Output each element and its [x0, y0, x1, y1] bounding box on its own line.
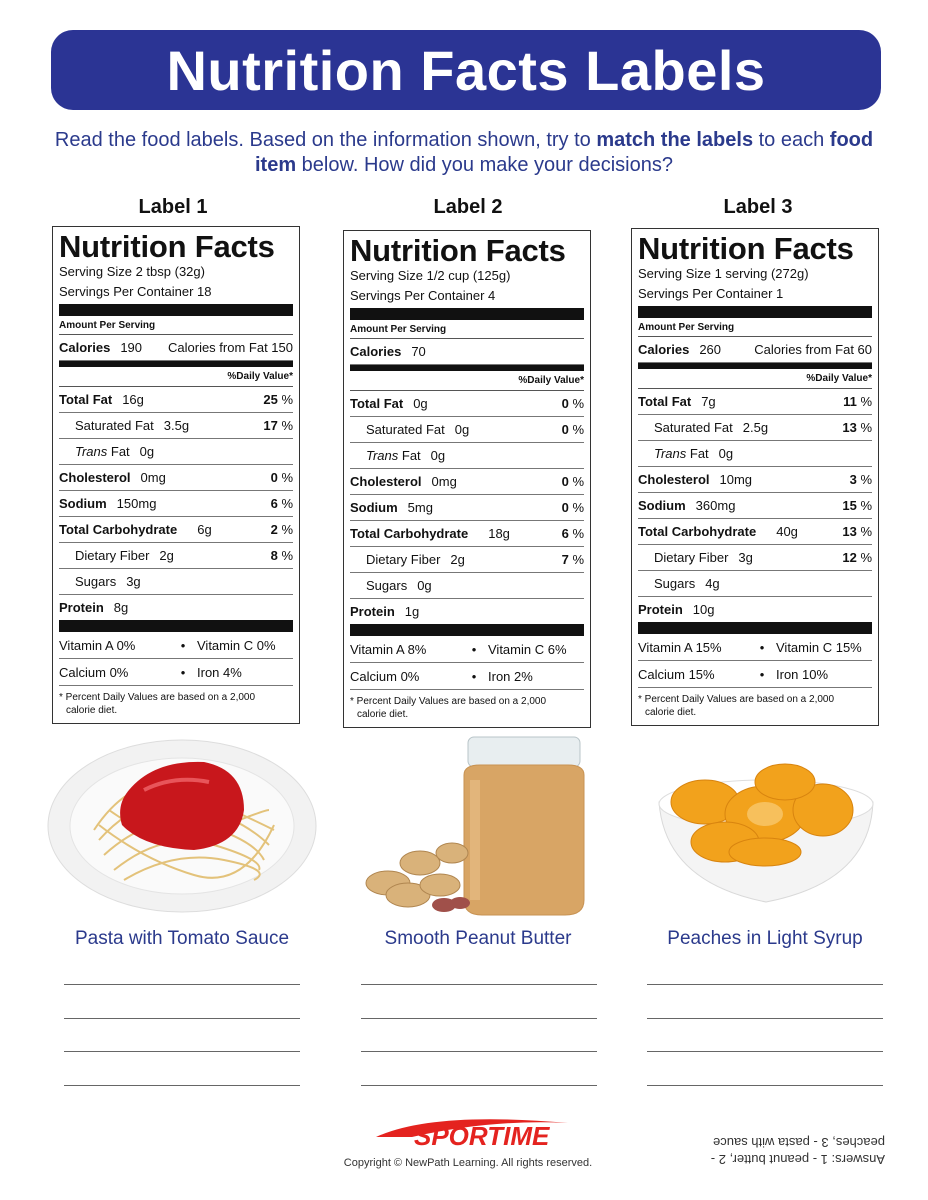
amount-per-serving: Amount Per Serving [638, 318, 872, 337]
page-title: Nutrition Facts Labels [166, 38, 766, 102]
protein-row: Protein 8g [59, 600, 129, 615]
answer-line [647, 1051, 883, 1052]
footnote: * Percent Daily Values are based on a 2,000 calorie diet. [350, 696, 547, 720]
total-carbohydrate-row: Total Carbohydrate 40g 13 % [638, 519, 872, 545]
dv-value: 11 [843, 394, 857, 409]
nutrition-label-1 [52, 226, 300, 724]
dv-value: 13 [842, 420, 857, 435]
food-name-peanut-butter: Smooth Peanut Butter [384, 928, 572, 949]
food-name-pasta: Pasta with Tomato Sauce [74, 928, 290, 949]
dv-value: 7 [561, 552, 569, 567]
dv-value: 3 [849, 472, 857, 487]
sugars-row: Sugars 4g [638, 571, 872, 597]
intro-text: below. How did you make your decisions? [296, 154, 673, 176]
dv-value: 17 [263, 418, 278, 433]
food-name-peaches: Peaches in Light Syrup [667, 928, 863, 949]
divider [350, 308, 584, 320]
dv-value: 0 [561, 500, 569, 515]
serving-size: Serving Size 1 serving (272g) [638, 266, 809, 281]
total-carbohydrate-row: Total Carbohydrate 6g 2 % [59, 517, 293, 543]
calories-row: Calories 70 [350, 339, 584, 365]
answer-line [64, 1018, 300, 1019]
answer-line [361, 1085, 597, 1086]
sportime-logo [372, 1115, 572, 1151]
trans-fat-row: Trans Fat 0g [59, 439, 293, 465]
minerals-row: Calcium 0% • Iron 2% [350, 663, 584, 690]
vitamins-row: Vitamin A 0% • Vitamin C 0% [59, 632, 293, 659]
instructions [40, 128, 888, 178]
peaches-image [655, 762, 877, 910]
daily-value-header: %Daily Value* [59, 367, 293, 387]
dv-value: 6 [270, 496, 278, 511]
cholesterol-row: Cholesterol 0mg 0 % [59, 465, 293, 491]
peanut-butter-image [360, 735, 590, 920]
answer-line [361, 984, 597, 985]
calories-from-fat: Calories from Fat 150 [168, 340, 293, 355]
dv-value: 0 [561, 396, 569, 411]
answer-line [647, 984, 883, 985]
dv-value: 6 [561, 526, 569, 541]
amount-per-serving: Amount Per Serving [350, 320, 584, 339]
nutrition-label-2 [343, 230, 591, 728]
footnote: * Percent Daily Values are based on a 2,000 calorie diet. [638, 694, 835, 718]
servings-per-container: Servings Per Container 4 [350, 288, 496, 303]
total-fat-row: Total Fat 0g 0 % [350, 391, 584, 417]
calories-row: Calories 190 Calories from Fat 150 [59, 335, 293, 361]
saturated-fat-row: Saturated Fat 0g 0 % [350, 417, 584, 443]
minerals-row: Calcium 0% • Iron 4% [59, 659, 293, 686]
total-fat-row: Total Fat 7g 11 % [638, 389, 872, 415]
pasta-image [44, 730, 320, 916]
sodium-row: Sodium 5mg 0 % [350, 495, 584, 521]
footnote: * Percent Daily Values are based on a 2,000 calorie diet. [59, 692, 256, 716]
cholesterol-row: Cholesterol 0mg 0 % [350, 469, 584, 495]
dv-value: 8 [270, 548, 278, 563]
title-banner [51, 30, 881, 110]
dv-value: 25 [263, 392, 278, 407]
minerals-row: Calcium 15% • Iron 10% [638, 661, 872, 688]
divider [638, 306, 872, 318]
dietary-fiber-row: Dietary Fiber 3g 12 % [638, 545, 872, 571]
protein-row: Protein 1g [350, 604, 420, 619]
nutrition-facts-heading: Nutrition Facts [59, 229, 275, 264]
saturated-fat-row: Saturated Fat 2.5g 13 % [638, 415, 872, 441]
label-1-heading: Label 1 [138, 196, 208, 218]
divider [638, 622, 872, 634]
dv-value: 12 [842, 550, 857, 565]
intro-emphasis: food item [255, 129, 874, 176]
vitamins-row: Vitamin A 8% • Vitamin C 6% [350, 636, 584, 663]
daily-value-header: %Daily Value* [638, 369, 872, 389]
dv-value: 0 [561, 474, 569, 489]
intro-text: Read the food labels. Based on the information shown, try to [54, 129, 597, 151]
answer-line [361, 1051, 597, 1052]
answer-line [361, 1018, 597, 1019]
intro-text: to each [753, 129, 830, 151]
serving-size: Serving Size 2 tbsp (32g) [59, 264, 205, 279]
sodium-row: Sodium 150mg 6 % [59, 491, 293, 517]
label-3-heading: Label 3 [723, 196, 793, 218]
trans-fat-row: Trans Fat 0g [638, 441, 872, 467]
sugars-row: Sugars 0g [350, 573, 584, 599]
servings-per-container: Servings Per Container 1 [638, 286, 784, 301]
vitamins-row: Vitamin A 15% • Vitamin C 15% [638, 634, 872, 661]
answer-line [64, 1051, 300, 1052]
dv-value: 2 [270, 522, 278, 537]
saturated-fat-row: Saturated Fat 3.5g 17 % [59, 413, 293, 439]
answer-line [647, 1018, 883, 1019]
svg-text:SPORTIME: SPORTIME [414, 1121, 550, 1151]
daily-value-header: %Daily Value* [350, 371, 584, 391]
answer-key: Answers: 1 - peanut butter, 2 - peaches, 3 - pasta with sauce [710, 1135, 885, 1167]
calories-row: Calories 260 Calories from Fat 60 [638, 337, 872, 363]
amount-per-serving: Amount Per Serving [59, 316, 293, 335]
nutrition-facts-heading: Nutrition Facts [350, 233, 566, 268]
nutrition-facts-heading: Nutrition Facts [638, 231, 854, 266]
dietary-fiber-row: Dietary Fiber 2g 8 % [59, 543, 293, 569]
serving-size: Serving Size 1/2 cup (125g) [350, 268, 511, 283]
dv-value: 15 [842, 498, 857, 513]
dv-value: 0 [270, 470, 278, 485]
protein-row: Protein 10g [638, 602, 715, 617]
divider [350, 624, 584, 636]
sodium-row: Sodium 360mg 15 % [638, 493, 872, 519]
servings-per-container: Servings Per Container 18 [59, 284, 212, 299]
answer-line [64, 1085, 300, 1086]
copyright: Copyright © NewPath Learning. All rights reserved. [343, 1157, 593, 1169]
cholesterol-row: Cholesterol 10mg 3 % [638, 467, 872, 493]
calories-from-fat: Calories from Fat 60 [754, 342, 872, 357]
nutrition-label-3 [631, 228, 879, 726]
dv-value: 0 [561, 422, 569, 437]
label-2-heading: Label 2 [433, 196, 503, 218]
divider [59, 620, 293, 632]
dv-value: 13 [842, 524, 857, 539]
total-fat-row: Total Fat 16g 25 % [59, 387, 293, 413]
answer-line [647, 1085, 883, 1086]
total-carbohydrate-row: Total Carbohydrate 18g 6 % [350, 521, 584, 547]
trans-fat-row: Trans Fat 0g [350, 443, 584, 469]
sugars-row: Sugars 3g [59, 569, 293, 595]
dietary-fiber-row: Dietary Fiber 2g 7 % [350, 547, 584, 573]
answer-line [64, 984, 300, 985]
intro-emphasis: match the labels [596, 129, 754, 151]
divider [59, 304, 293, 316]
